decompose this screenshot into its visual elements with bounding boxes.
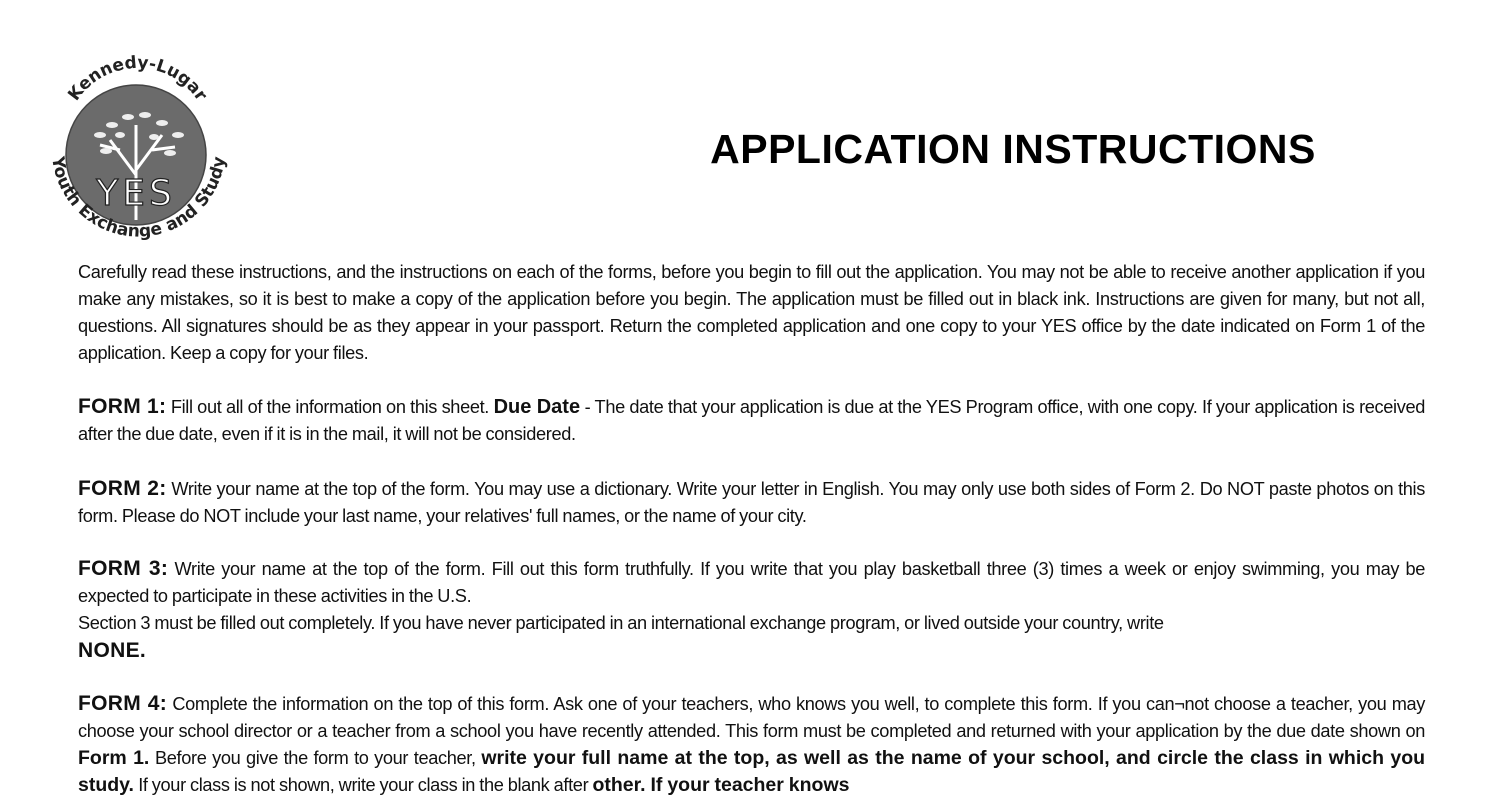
form1-paragraph	[78, 393, 1425, 448]
form2-text: Write your name at the top of the form. You may use a dictionary. Write your letter in English. You may only use both sides of Form 2. Do NOT paste photos on this form. Please do NOT include your last name, your relatives' full names, or the name of your city.	[78, 479, 1425, 526]
logo-top-text: Kennedy-Lugar	[64, 55, 211, 105]
form1-label: FORM 1:	[78, 395, 167, 418]
due-date-label: Due Date	[493, 396, 581, 418]
form4-text-2: Before you give the form to your teacher,	[155, 748, 476, 768]
page-title: APPLICATION INSTRUCTIONS	[710, 126, 1316, 172]
form4-text: Complete the information on the top of this form. Ask one of your teachers, who knows you well, to complete this form. If you can¬not choose a teacher, you may choose your school director or a teacher from a school you have recently attended. This form must be completed and returned with your application by the due date shown on	[78, 694, 1425, 741]
form4-bold-1: Form 1.	[78, 747, 150, 769]
logo-yes-text: YES	[96, 173, 176, 214]
form4-text-3: If your class is not shown, write your class in the blank after	[138, 775, 589, 795]
form1-text: Fill out all of the information on this sheet.	[170, 397, 490, 417]
form3-label: FORM 3:	[78, 557, 169, 580]
form3-text: Write your name at the top of the form. Fill out this form truthfully. If you write that you play basketball three (3) times a week or enjoy swimming, you may be expected to participate in these activities in the U.S.	[78, 559, 1425, 606]
form1-text-2: - The date that your application is due at the YES Program office, with one copy. If your application is received after the due date, even if it is in the mail, it will not be considered.	[78, 397, 1426, 444]
form4-label: FORM 4:	[78, 692, 168, 715]
yes-logo	[40, 55, 235, 250]
intro-paragraph: Carefully read these instructions, and the instructions on each of the forms, before you begin to fill out the application. You may not be able to receive another application if you make any mistakes, so it is best to make a copy of the application before you begin. The application must be filled out in black ink. Instructions are given for many, but not all, questions. All signatures should be as they appear in your passport. Return the completed application and one copy to your YES office by the date indicated on Form 1 of the application. Keep a copy for your files.	[78, 262, 1425, 363]
form4-paragraph	[78, 690, 1425, 799]
form3-section3-text: Section 3 must be filled out completely. If you have never participated in an international exchange program, or lived outside your country, write	[78, 613, 1164, 633]
form2-label: FORM 2:	[78, 477, 167, 500]
form3-paragraph	[78, 555, 1425, 664]
form2-paragraph	[78, 475, 1425, 530]
logo-bottom-text: Youth Exchange and Study	[47, 155, 230, 242]
form4-bold-2: write your full name at the top, as well as the name of your school, and circle the class in which you study.	[78, 747, 1426, 796]
none-label: NONE.	[78, 639, 147, 662]
form4-bold-3: other. If your teacher knows	[592, 774, 850, 796]
